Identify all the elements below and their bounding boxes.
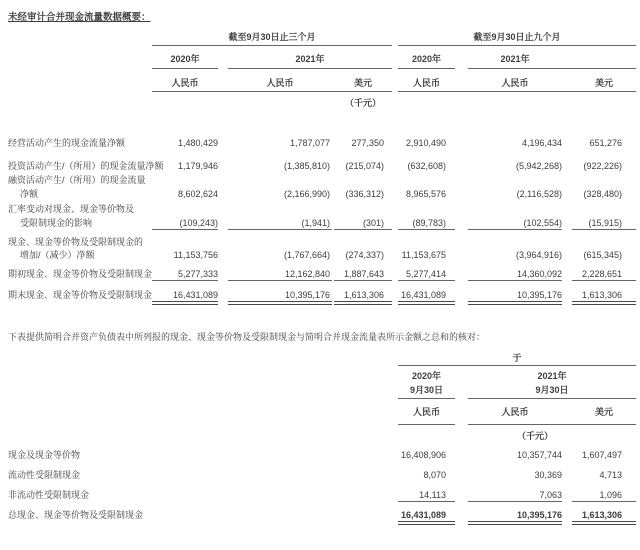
cell-value: 5,277,414 <box>398 268 455 281</box>
currency-rmb-2020: 人民币 <box>412 407 440 417</box>
table-row <box>0 217 640 230</box>
cell-value: 1,096 <box>572 489 636 502</box>
cell-value: 8,965,576 <box>405 189 446 199</box>
cell-value: (109,243) <box>152 217 218 230</box>
cell-value: (5,942,268) <box>515 161 562 171</box>
page-title: 未经审计合并现金流量数据概要： <box>8 12 151 23</box>
period-header-row <box>0 31 640 46</box>
cell-value: 10,395,176 <box>228 289 332 302</box>
currency-usd-3m-2021: 美元 <box>353 78 372 88</box>
unit-row <box>0 430 640 443</box>
cell-value: 4,196,434 <box>521 138 562 148</box>
header-rule-2020 <box>398 424 455 425</box>
currency-rmb-3m-2021: 人民币 <box>266 78 294 88</box>
cell-value: 14,360,092 <box>468 268 562 281</box>
cell-value: 16,431,089 <box>152 289 218 302</box>
currency-header-row <box>0 406 640 419</box>
currency-header-row <box>0 77 640 90</box>
cell-value: (632,608) <box>407 161 446 171</box>
cell-value: (2,166,990) <box>283 189 330 199</box>
year-header-row <box>0 370 640 383</box>
date-2020: 9月30日 <box>398 384 455 399</box>
cell-value: (922,226) <box>583 161 622 171</box>
table-row <box>0 137 640 150</box>
cell-value: 1,480,429 <box>177 138 218 148</box>
table-row <box>0 203 640 216</box>
cell-value: 651,276 <box>589 138 622 148</box>
unit-label: （千元） <box>516 431 553 441</box>
year-2020-9m: 2020年 <box>398 53 455 69</box>
currency-rmb-9m-2020: 人民币 <box>412 78 440 88</box>
cell-value: (328,480) <box>583 189 622 199</box>
cell-value: 10,357,744 <box>516 450 562 460</box>
row-label: 总现金、现金等价物及受限制现金 <box>8 510 144 520</box>
table-row <box>0 268 640 281</box>
cell-value: 1,613,306 <box>572 289 636 302</box>
cell-value: 10,395,176 <box>468 509 562 522</box>
cell-value: 1,613,306 <box>334 289 392 302</box>
header-rule-2021 <box>468 424 636 425</box>
unit-label: （千元） <box>344 98 381 108</box>
table-row <box>0 174 640 187</box>
cell-value: 11,153,756 <box>173 250 218 260</box>
cell-value: 12,162,840 <box>228 268 332 281</box>
period-9m-header: 截至9月30日止九个月 <box>398 31 636 46</box>
cell-value: (1,941) <box>228 217 332 230</box>
cell-value: (102,554) <box>468 217 562 230</box>
cell-value: (274,337) <box>345 250 384 260</box>
unit-row <box>0 97 640 110</box>
row-label-cont: 增加/（减少）净额 <box>20 250 95 260</box>
row-label: 投资活动产生/（所用）的现金流量净额 <box>8 161 164 171</box>
cell-value: (615,345) <box>583 250 622 260</box>
asof-header: 于 <box>398 352 636 366</box>
table-row <box>0 249 640 262</box>
reconciliation-note: 下表提供简明合并资产负债表中所列报的现金、现金等价物及受限制现金与简明合并现金流量表所示金额之总和的核对： <box>8 332 486 342</box>
cell-value: (301) <box>334 217 392 230</box>
year-2020: 2020年 <box>411 371 442 381</box>
row-label: 经营活动产生的现金流量净额 <box>8 138 126 148</box>
cell-value: 4,713 <box>599 470 622 480</box>
table-row <box>0 449 640 462</box>
asof-header-row <box>0 352 640 366</box>
cell-value: (1,385,810) <box>283 161 330 171</box>
cell-value: 1,179,946 <box>177 161 218 171</box>
header-rule-9m <box>398 91 636 92</box>
cell-value: 16,408,906 <box>400 450 446 460</box>
year-2020-3m: 2020年 <box>152 53 218 69</box>
cell-value: 7,063 <box>468 489 562 502</box>
cell-value: (15,915) <box>572 217 636 230</box>
currency-rmb-3m-2020: 人民币 <box>171 78 199 88</box>
cell-value: 30,369 <box>534 470 562 480</box>
cell-value: 1,613,306 <box>572 509 636 522</box>
cell-value: 11,153,675 <box>401 250 446 260</box>
row-label: 期末现金、现金等价物及受限制现金 <box>8 290 153 300</box>
cell-value: 16,431,089 <box>398 289 455 302</box>
table-row <box>0 160 640 173</box>
year-2021-3m: 2021年 <box>228 53 392 69</box>
row-label-cont: 受限制现金的影响 <box>20 218 93 228</box>
row-label: 汇率变动对现金、现金等价物及 <box>8 204 135 214</box>
cell-value: 16,431,089 <box>398 509 455 522</box>
cell-value: (1,767,664) <box>283 250 330 260</box>
row-label-cont: 净额 <box>20 189 39 199</box>
row-label: 期初现金、现金等价物及受限制现金 <box>8 269 153 279</box>
cell-value: (2,116,528) <box>516 189 562 199</box>
year-2021: 2021年 <box>537 371 567 381</box>
currency-rmb-9m-2021: 人民币 <box>501 78 529 88</box>
year-2021-9m-label: 2021年 <box>500 54 530 64</box>
cell-value: 14,113 <box>398 489 455 502</box>
cell-value: 1,887,643 <box>334 268 392 281</box>
date-header-row <box>0 384 640 399</box>
currency-rmb-2021: 人民币 <box>501 407 529 417</box>
row-label: 现金、现金等价物及受限制现金的 <box>8 237 144 247</box>
cell-value: 8,602,624 <box>177 189 218 199</box>
year-2021-9m <box>468 53 636 69</box>
row-label: 流动性受限制现金 <box>8 470 81 480</box>
period-3m-header: 截至9月30日止三个月 <box>152 31 392 46</box>
table-row <box>0 509 640 522</box>
cell-value: (89,783) <box>398 217 455 230</box>
table-row <box>0 469 640 482</box>
cell-value: 8,070 <box>423 470 446 480</box>
table-row <box>0 289 640 302</box>
row-label: 非流动性受限制现金 <box>8 490 90 500</box>
table-row <box>0 236 640 249</box>
cell-value: 5,277,333 <box>152 268 218 281</box>
row-label: 现金及现金等价物 <box>8 450 81 460</box>
table-row <box>0 188 640 201</box>
currency-usd-9m-2021: 美元 <box>594 78 613 88</box>
cell-value: 10,395,176 <box>468 289 562 302</box>
header-rule-3m <box>152 91 392 92</box>
cell-value: (336,312) <box>345 189 384 199</box>
cell-value: 277,350 <box>351 138 384 148</box>
row-label: 融资活动产生/（所用）的现金流量 <box>8 175 146 185</box>
currency-usd-2021: 美元 <box>594 407 613 417</box>
cell-value: (215,074) <box>345 161 384 171</box>
table-row <box>0 489 640 502</box>
cell-value: 1,607,497 <box>581 450 622 460</box>
cell-value: 1,787,077 <box>289 138 330 148</box>
year-header-row <box>0 53 640 69</box>
cell-value: 2,910,490 <box>405 138 446 148</box>
date-2021: 9月30日 <box>468 384 636 399</box>
cell-value: 2,228,651 <box>572 268 636 281</box>
cell-value: (3,964,916) <box>515 250 562 260</box>
